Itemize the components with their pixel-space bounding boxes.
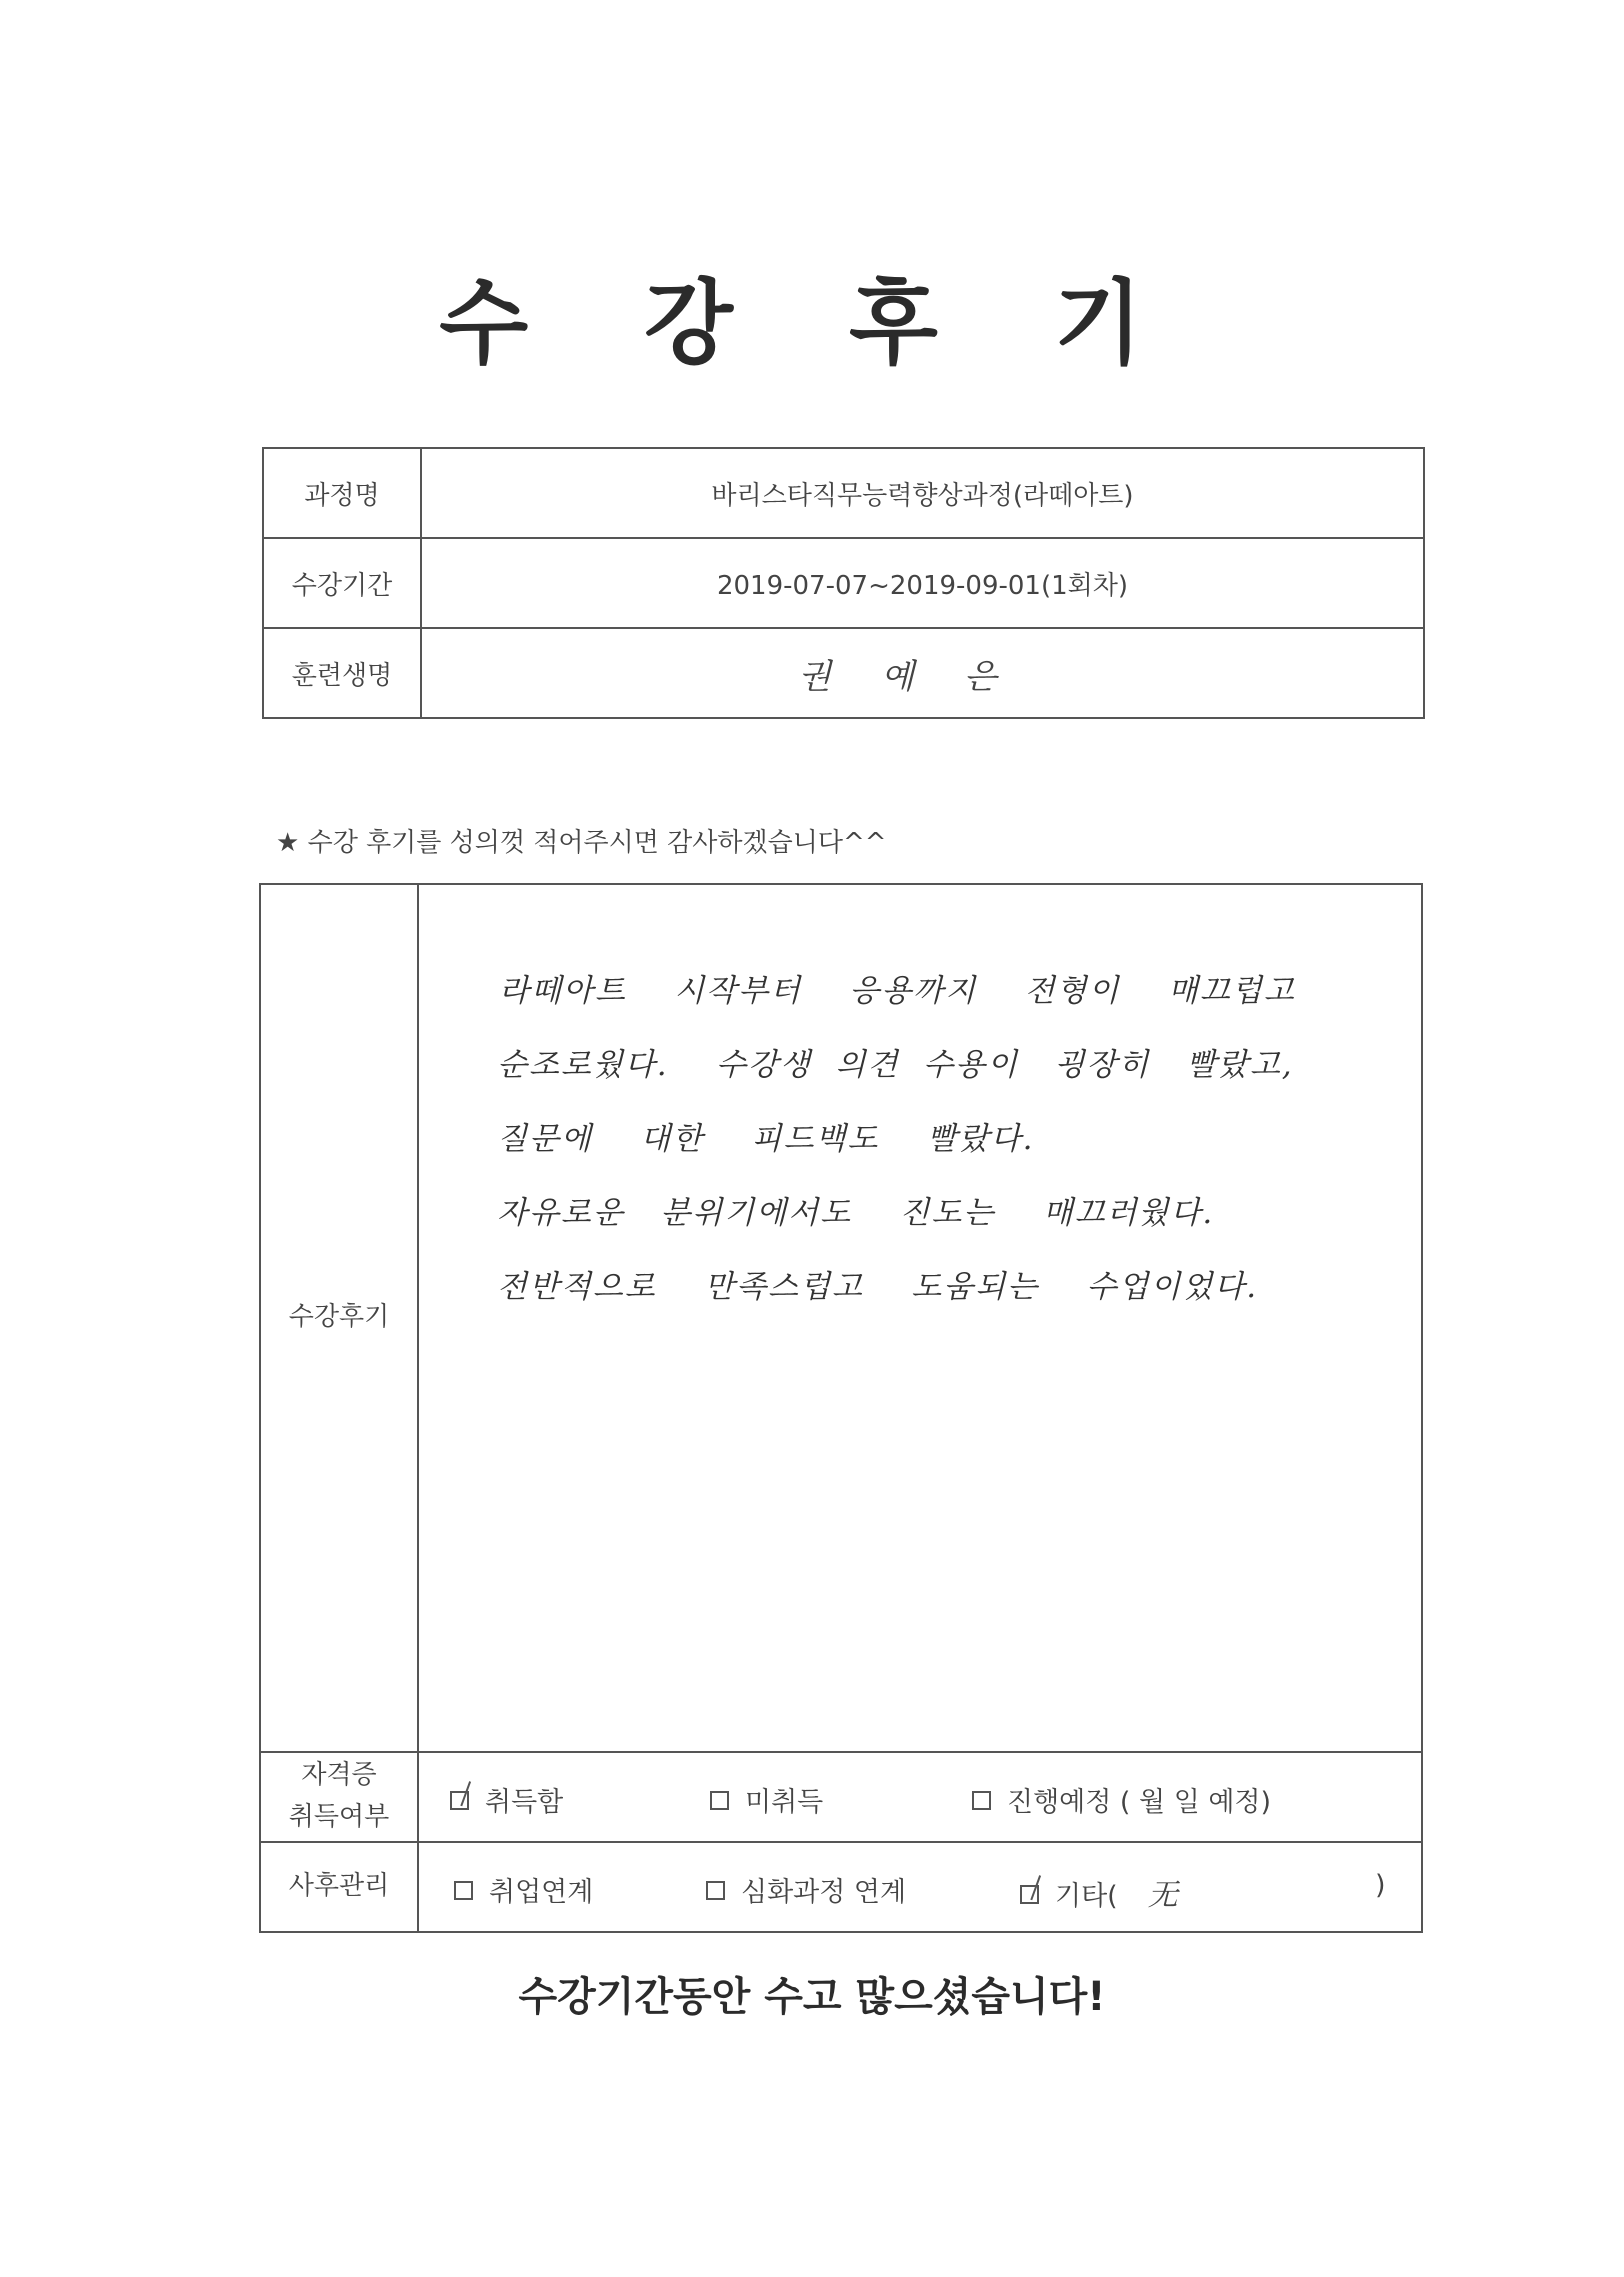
followup-options — [418, 1842, 1422, 1932]
trainee-label: 훈련생명 — [263, 628, 421, 718]
option-label: 기타( — [1055, 1881, 1118, 1912]
checkbox-icon[interactable] — [454, 1881, 473, 1900]
certificate-label-line2: 취득여부 — [288, 1802, 390, 1832]
review-table — [259, 883, 1423, 1933]
other-handwritten-value: 无 — [1147, 1878, 1178, 1913]
certificate-options — [418, 1752, 1422, 1842]
checkbox-icon[interactable] — [710, 1791, 729, 1810]
certificate-option-in-progress[interactable] — [972, 1780, 1271, 1819]
checkbox-icon[interactable] — [972, 1791, 991, 1810]
followup-option-advanced-course[interactable] — [706, 1870, 906, 1909]
followup-option-employment[interactable] — [454, 1870, 593, 1909]
option-label: 미취득 — [745, 1787, 824, 1818]
review-label: 수강후기 — [260, 884, 418, 1752]
checkbox-icon[interactable] — [706, 1881, 725, 1900]
page-title: 수 강 후 기 — [439, 270, 1185, 377]
review-text-area[interactable] — [418, 884, 1422, 1752]
followup-row — [260, 1842, 1422, 1932]
footer-message: 수강기간동안 수고 많으셨습니다! — [518, 1974, 1106, 2020]
trainee-name-handwritten: 권예은 — [798, 656, 1047, 697]
trainee-value-cell[interactable] — [421, 628, 1424, 718]
option-label: 심화과정 연계 — [741, 1877, 907, 1908]
option-label: 취득함 — [485, 1787, 564, 1818]
certificate-row — [260, 1752, 1422, 1842]
course-label: 과정명 — [263, 448, 421, 538]
certificate-label — [260, 1752, 418, 1842]
review-line: 순조로웠다. 수강생 의견 수용이 굉장히 빨랐고, — [497, 1047, 1294, 1083]
followup-option-other[interactable] — [1020, 1870, 1178, 1914]
certificate-label-line1: 자격증 — [301, 1760, 377, 1791]
certificate-option-acquired[interactable] — [450, 1780, 563, 1819]
review-handwritten-lines — [419, 885, 1421, 1335]
option-label: 취업연계 — [489, 1877, 594, 1908]
course-row — [263, 448, 1424, 538]
checkbox-checked-icon[interactable] — [450, 1791, 469, 1810]
trainee-row — [263, 628, 1424, 718]
notice-text: ★ 수강 후기를 성의껏 적어주시면 감사하겠습니다^^ — [276, 828, 887, 858]
course-value: 바리스타직무능력향상과정(라떼아트) — [421, 448, 1424, 538]
period-value: 2019-07-07~2019-09-01(1회차) — [421, 538, 1424, 628]
period-row — [263, 538, 1424, 628]
followup-label: 사후관리 — [260, 1842, 418, 1932]
certificate-option-not-acquired[interactable] — [710, 1780, 823, 1819]
period-label: 수강기간 — [263, 538, 421, 628]
review-line: 질문에 대한 피드백도 빨랐다. — [497, 1121, 1035, 1157]
review-line: 자유로운 분위기에서도 진도는 매끄러웠다. — [497, 1195, 1215, 1231]
review-line: 전반적으로 만족스럽고 도움되는 수업이었다. — [497, 1269, 1259, 1305]
course-info-table — [262, 447, 1425, 719]
option-label: 진행예정 ( 월 일 예정) — [1007, 1787, 1272, 1818]
review-line: 라떼아트 시작부터 응용까지 전형이 매끄럽고 — [499, 973, 1296, 1009]
review-row — [260, 884, 1422, 1752]
checkbox-checked-icon[interactable] — [1020, 1885, 1039, 1904]
followup-other-close: ) — [1375, 1870, 1386, 1901]
